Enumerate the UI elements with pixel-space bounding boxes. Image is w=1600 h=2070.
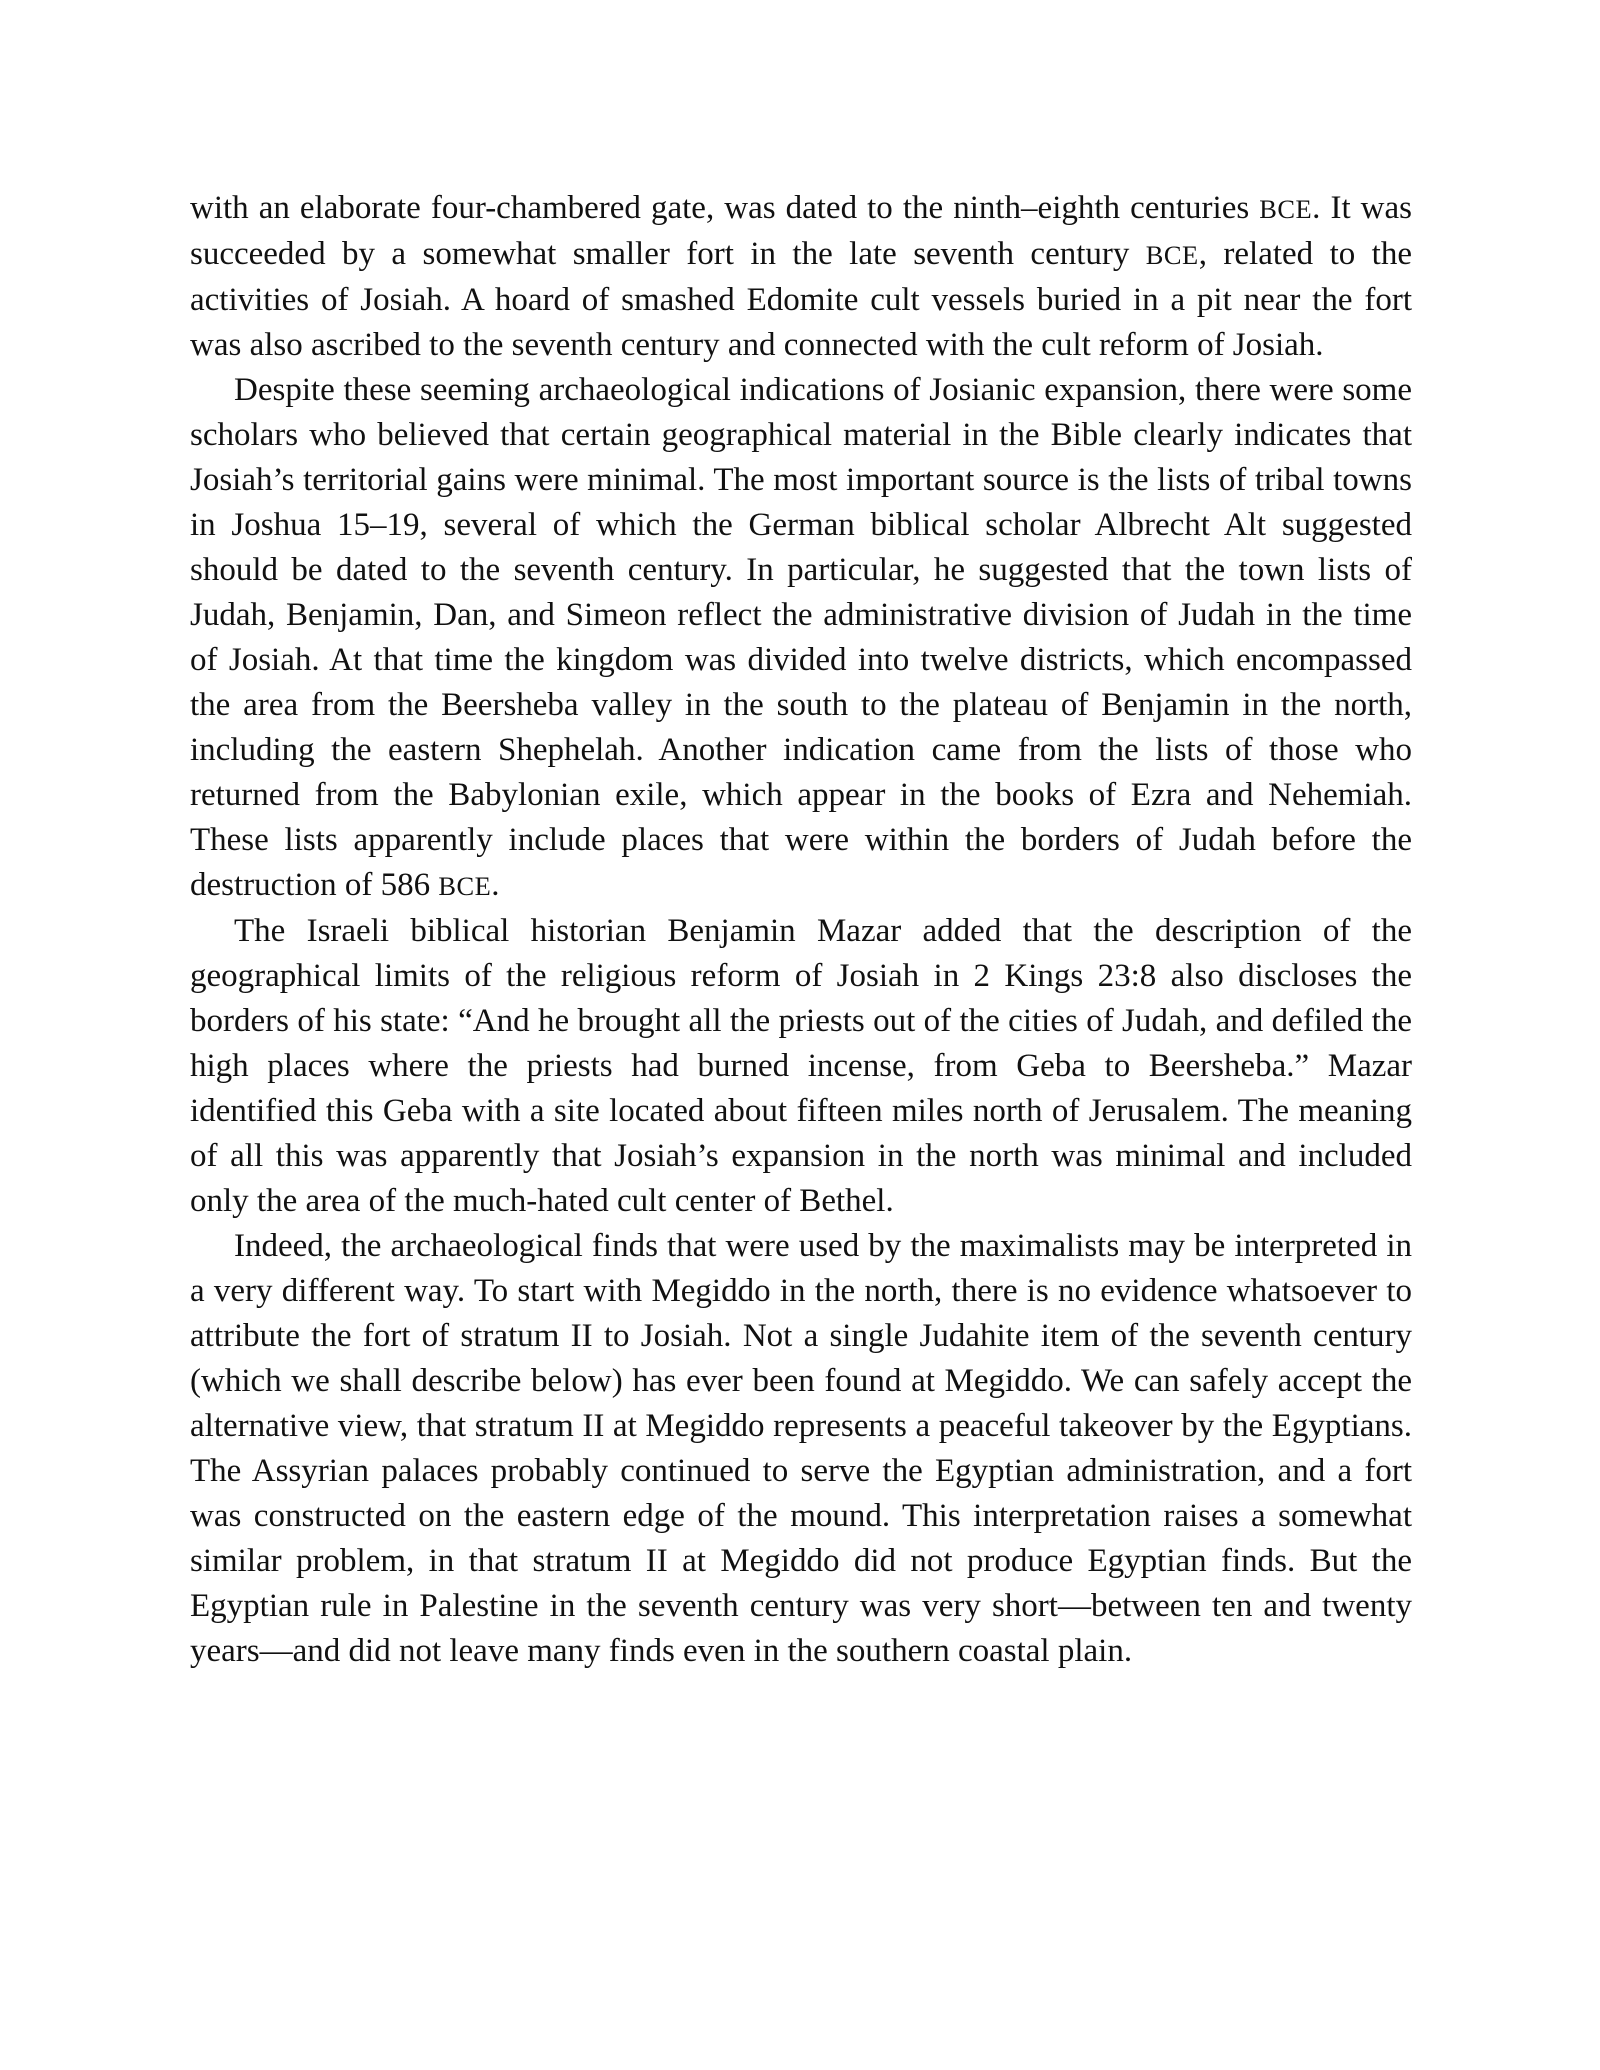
text-run: Despite these seeming archaeological indications of Josianic expansion, there were some scholars who believed that certain geographical material in the Bible clearly indicates that Josiah’s territorial gains were minimal. The most important source is the lists of tribal towns in Joshua 15–19, several of which the German biblical scholar Albrecht Alt suggested should be dated to the seventh century. In particular, he suggested that the town lists of Judah, Benjamin, Dan, and Simeon reflect the administrative division of Judah in the time of Josiah. At that time the kingdom was divided into twelve districts, which encompassed the area from the Beersheba valley in the south to the plateau of Benjamin in the north, including the eastern Shephelah. Another indication came from the lists of those who returned from the Babylonian exile, which appear in the books of Ezra and Nehemiah. These lists apparently include places that were within the borders of Judah before the destruction of 586	[190, 372, 1412, 903]
paragraph-1	[190, 186, 1412, 368]
paragraph-3	[190, 909, 1412, 1224]
era-abbreviation: BCE	[1145, 240, 1199, 270]
page-body	[190, 186, 1412, 1674]
paragraph-4	[190, 1224, 1412, 1674]
text-run: . It was succeeded by a somewhat smaller fort in the late seventh century	[190, 190, 1412, 272]
era-abbreviation: BCE	[1259, 194, 1313, 224]
paragraph-2	[190, 368, 1412, 909]
text-run: Indeed, the archaeological finds that were used by the maximalists may be interpreted in a very different way. To start with Megiddo in the north, there is no evidence whatsoever to attribute the fort of stratum II to Josiah. Not a single Judahite item of the seventh century (which we shall describe below) has ever been found at Megiddo. We can safely accept the alternative view, that stratum II at Megiddo represents a peaceful takeover by the Egyptians. The Assyrian palaces probably continued to serve the Egyptian administration, and a fort was constructed on the eastern edge of the mound. This interpretation raises a somewhat similar problem, in that stratum II at Megiddo did not produce Egyptian finds. But the Egyptian rule in Palestine in the seventh century was very short—between ten and twenty years—and did not leave many finds even in the southern coastal plain.	[190, 1228, 1412, 1669]
text-run: The Israeli biblical historian Benjamin Mazar added that the description of the geographical limits of the religious reform of Josiah in 2 Kings 23:8 also discloses the borders of his state: “And he brought all the priests out of the cities of Judah, and defiled the high places where the priests had burned incense, from Geba to Beersheba.” Mazar identified this Geba with a site located about fifteen miles north of Jerusalem. The meaning of all this was apparently that Josiah’s expansion in the north was minimal and included only the area of the much-hated cult center of Bethel.	[190, 913, 1412, 1219]
text-run: .	[491, 867, 500, 903]
text-run: , related to the activities of Josiah. A hoard of smashed Edomite cult vessels buried in a pit near the fort was also ascribed to the seventh century and connected with the cult reform of Josiah.	[190, 236, 1412, 363]
text-run: with an elaborate four-chambered gate, was dated to the ninth–eighth centuries	[190, 190, 1260, 226]
era-abbreviation: BCE	[438, 871, 492, 901]
